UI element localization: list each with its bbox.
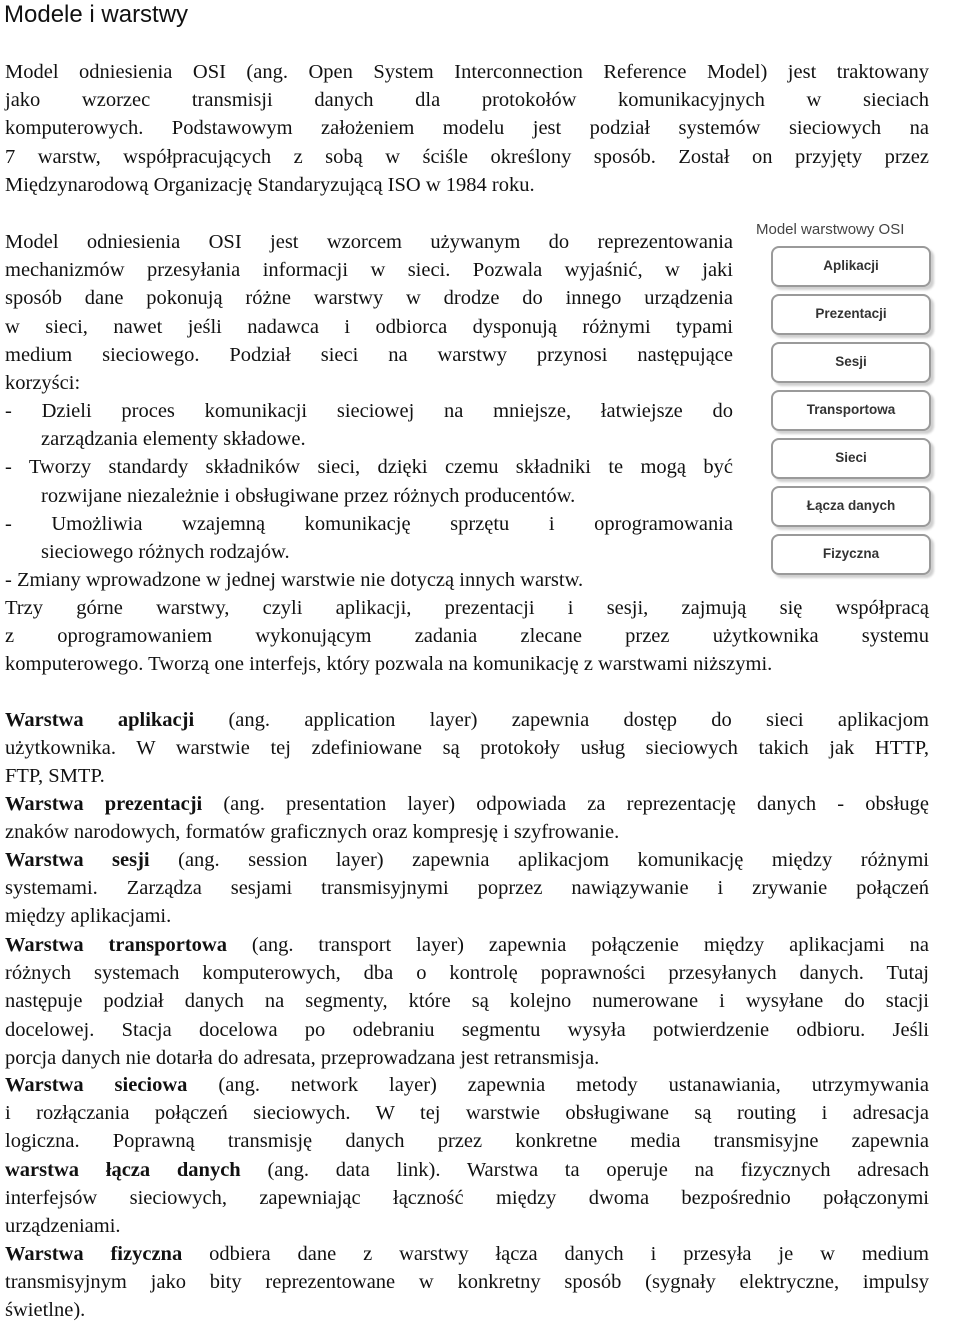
- model-paragraph: Model odniesienia OSI jest wzorcem używanym do reprezentowania mechanizmów przesyłania informacji w sieci. Pozwala wyjaśnić, w jaki sposób dane pokonują różne warstwy w drodze do innego urządzenia w sieci, nawet jeśli nadawca i odbiorca dysponują różnymi typami medium sieciowego. Podział sieci na warstwy przynosi następujące korzyści:: [5, 231, 733, 395]
- layer-box-application: Aplikacji: [771, 246, 931, 287]
- layer-box-presentation: Prezentacji: [771, 294, 931, 335]
- transport-layer-paragraph: Warstwa transportowa (ang. transport layer) zapewnia połączenie między aplikacjami na różnych systemach komputerowych, dba o kontrolę poprawności przesyłanych danych. Tutaj następuje podział danych na segmenty, które są kolejno numerowane i wysyłane do stacji docelowej. Stacja docelowa po odebraniu segmentu wysyła potwierdzenie odbioru. Jeśli porcja danych nie dotarła do adresata, przeprowadzana jest retransmisja.: [5, 934, 929, 1069]
- term-presentation-layer: Warstwa prezentacji: [5, 793, 203, 815]
- list-item: - Zmiany wprowadzone w jednej warstwie nie dotyczą innych warstw.: [5, 569, 584, 592]
- diagram-title: Model warstwowy OSI: [756, 221, 905, 238]
- layer-box-transport: Transportowa: [771, 390, 931, 431]
- benefits-list: - Dzieli proces komunikacji sieciowej na mniejsze, łatwiejsze do zarządzania elementy składowe. - Tworzy standardy składników sieci, dzięki czemu składniki te mogą być rozwijane niezależnie i obsługiwane przez różnych producentów. - Umożliwia wzajemną komunikację sprzętu i oprogramowania sieciowego różnych rodzajów. - Zmiany wprowadzone w jednej warstwie nie dotyczą innych warstw.: [5, 397, 733, 594]
- layer-box-physical: Fizyczna: [771, 534, 931, 575]
- term-network-layer: Warstwa sieciowa: [5, 1074, 188, 1096]
- osi-model-diagram: [756, 216, 958, 584]
- layer-box-session: Sesji: [771, 342, 931, 383]
- application-layer-paragraph: Warstwa aplikacji (ang. application layer) zapewnia dostęp do sieci aplikacjom użytkownika. W warstwie tej zdefiniowane są protokoły usług sieciowych takich jak HTTP, FTP, SMTP.: [5, 709, 929, 788]
- presentation-layer-paragraph: Warstwa prezentacji (ang. presentation layer) odpowiada za reprezentację danych - obsługę znaków narodowych, formatów graficznych oraz kompresję i szyfrowanie.: [5, 793, 930, 844]
- term-data-link-layer: warstwa łącza danych: [5, 1158, 241, 1181]
- term-application-layer: Warstwa aplikacji: [5, 709, 195, 731]
- intro-paragraph: Model odniesienia OSI (ang. Open System Interconnection Reference Model) jest traktowany jako wzorzec transmisji danych dla protokołów komunikacyjnych w sieciach komputerowych. Podstawowym założeniem modelu jest podział systemów sieciowych na 7 warstw, współpracujących z sobą w ściśle określony sposób. Został on przyjęty przez Międzynarodową Organizację Standaryzującą ISO w 1984 roku.: [5, 61, 929, 196]
- layer-box-network: Sieci: [771, 438, 931, 479]
- page-title: Modele i warstwy: [4, 1, 189, 28]
- top-layers-paragraph: Trzy górne warstwy, czyli aplikacji, prezentacji i sesji, zajmują się współpracą z oprogramowaniem wykonującym zadania zlecane przez użytkownika systemu komputerowego. Tworzą one interfejs, który pozwala na komunikację z warstwami niższymi.: [5, 597, 929, 676]
- layer-box-data-link: Łącza danych: [771, 486, 931, 527]
- term-physical-layer: Warstwa fizyczna: [5, 1243, 183, 1265]
- list-item: - Umożliwia wzajemną komunikację sprzętu i oprogramowania: [5, 512, 733, 535]
- term-session-layer: Warstwa sesji: [5, 849, 150, 871]
- network-layer-paragraph: Warstwa sieciowa (ang. network layer) zapewnia metody ustanawiania, utrzymywania i rozłączania połączeń sieciowych. W tej warstwie obsługiwane są routing i adresacja logiczna. Poprawną transmisję danych przez konkretne media transmisyjne zapewnia warstwa łącza danych (ang. data link). Warstwa ta operuje na fizycznych adresach interfejsów sieciowych, zapewniając łączność między dwoma bezpośrednio połączonymi urządzeniami.: [5, 1074, 930, 1238]
- list-item: - Tworzy standardy składników sieci, dzięki czemu składniki te mogą być: [5, 456, 733, 479]
- session-layer-paragraph: Warstwa sesji (ang. session layer) zapewnia aplikacjom komunikację między różnymi systemami. Zarządza sesjami transmisyjnymi poprzez nawiązywanie i zrywanie połączeń między aplikacjami.: [5, 849, 930, 928]
- list-item: - Dzieli proces komunikacji sieciowej na mniejsze, łatwiejsze do: [5, 400, 733, 422]
- term-transport-layer: Warstwa transportowa: [5, 934, 227, 956]
- physical-layer-paragraph: Warstwa fizyczna odbiera dane z warstwy łącza danych i przesyła je w medium transmisyjnym jako bity reprezentowane w konkretny sposób (sygnały elektryczne, impulsy świetlne).: [5, 1243, 930, 1322]
